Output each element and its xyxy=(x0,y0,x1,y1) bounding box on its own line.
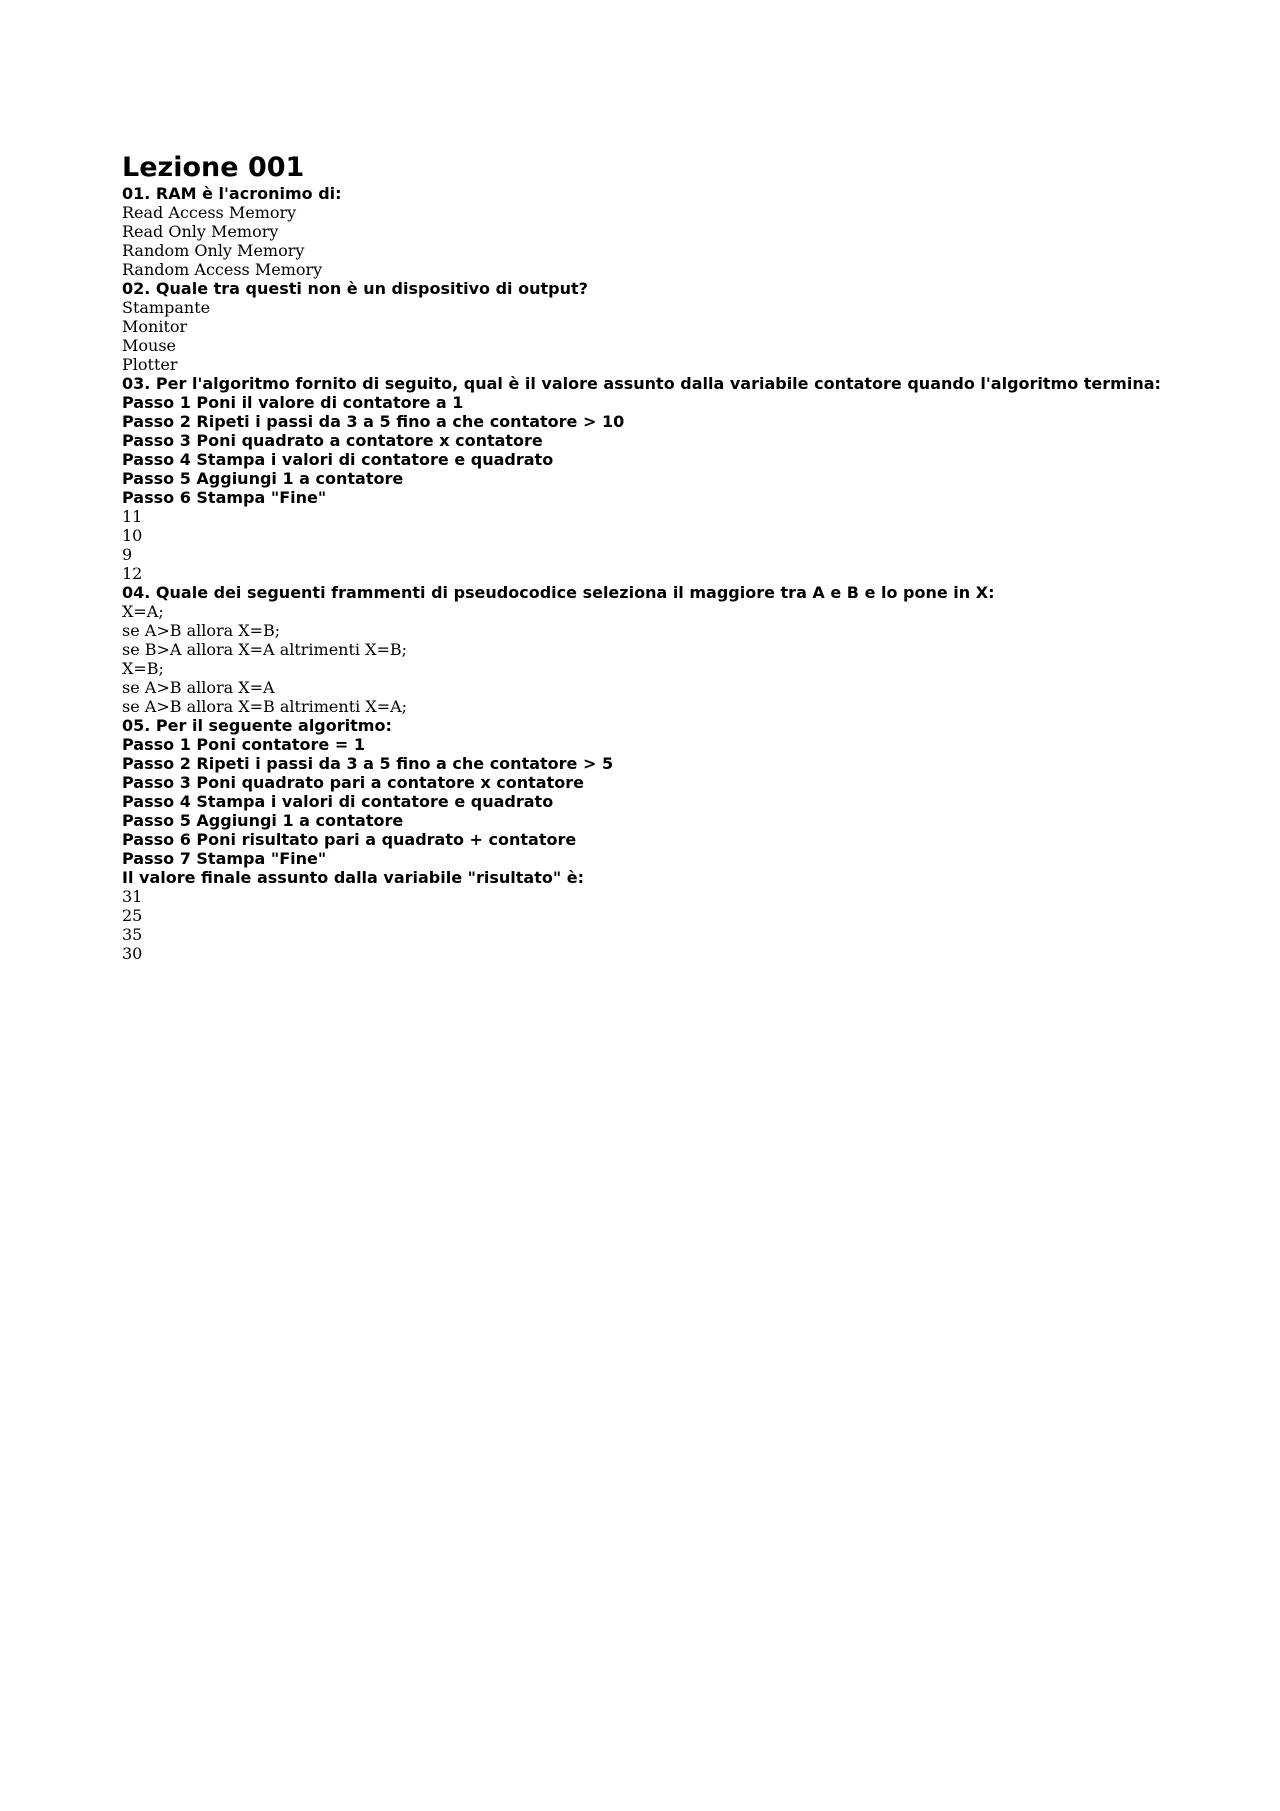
question-02: 02. Quale tra questi non è un dispositivo di output? xyxy=(122,279,588,298)
answer-option: Read Access Memory xyxy=(122,203,297,222)
algorithm-step: Passo 3 Poni quadrato pari a contatore x contatore xyxy=(122,773,584,792)
algorithm-step: Passo 5 Aggiungi 1 a contatore xyxy=(122,469,404,488)
algorithm-step: Passo 2 Ripeti i passi da 3 a 5 fino a che contatore > 5 xyxy=(122,754,614,773)
answer-option: Random Only Memory xyxy=(122,241,305,260)
algorithm-step: Passo 4 Stampa i valori di contatore e quadrato xyxy=(122,450,554,469)
answer-option: Monitor xyxy=(122,317,188,336)
answer-option: 35 xyxy=(122,925,143,944)
answer-option: X=A; xyxy=(122,602,164,621)
answer-option: X=B; xyxy=(122,659,164,678)
algorithm-step: Passo 4 Stampa i valori di contatore e quadrato xyxy=(122,792,554,811)
answer-option: Stampante xyxy=(122,298,211,317)
answer-option: Plotter xyxy=(122,355,178,374)
answer-option: 12 xyxy=(122,564,143,583)
algorithm-step: Passo 2 Ripeti i passi da 3 a 5 fino a che contatore > 10 xyxy=(122,412,625,431)
algorithm-step: Passo 6 Stampa "Fine" xyxy=(122,488,327,507)
question-03: 03. Per l'algoritmo fornito di seguito, qual è il valore assunto dalla variabile contatore quando l'algoritmo termina: xyxy=(122,374,1161,393)
answer-option: se A>B allora X=A xyxy=(122,678,275,697)
question-01: 01. RAM è l'acronimo di: xyxy=(122,184,342,203)
question-05: 05. Per il seguente algoritmo: xyxy=(122,716,392,735)
algorithm-step: Passo 6 Poni risultato pari a quadrato + contatore xyxy=(122,830,577,849)
answer-option: Read Only Memory xyxy=(122,222,279,241)
algorithm-step: Passo 3 Poni quadrato a contatore x contatore xyxy=(122,431,543,450)
algorithm-step: Passo 7 Stampa "Fine" xyxy=(122,849,327,868)
answer-option: 9 xyxy=(122,545,133,564)
answer-option: se B>A allora X=A altrimenti X=B; xyxy=(122,640,408,659)
algorithm-step: Passo 5 Aggiungi 1 a contatore xyxy=(122,811,404,830)
answer-option: 11 xyxy=(122,507,143,526)
algorithm-step: Passo 1 Poni il valore di contatore a 1 xyxy=(122,393,464,412)
question-footer: Il valore finale assunto dalla variabile "risultato" è: xyxy=(122,868,584,887)
answer-option: 10 xyxy=(122,526,143,545)
algorithm-step: Passo 1 Poni contatore = 1 xyxy=(122,735,365,754)
answer-option: 31 xyxy=(122,887,143,906)
page-title: Lezione 001 xyxy=(122,152,305,183)
answer-option: 30 xyxy=(122,944,143,963)
answer-option: Random Access Memory xyxy=(122,260,323,279)
answer-option: se A>B allora X=B altrimenti X=A; xyxy=(122,697,408,716)
answer-option: 25 xyxy=(122,906,143,925)
answer-option: Mouse xyxy=(122,336,176,355)
document-page xyxy=(122,152,1162,963)
answer-option: se A>B allora X=B; xyxy=(122,621,281,640)
question-04: 04. Quale dei seguenti frammenti di pseudocodice seleziona il maggiore tra A e B e lo pone in X: xyxy=(122,583,995,602)
